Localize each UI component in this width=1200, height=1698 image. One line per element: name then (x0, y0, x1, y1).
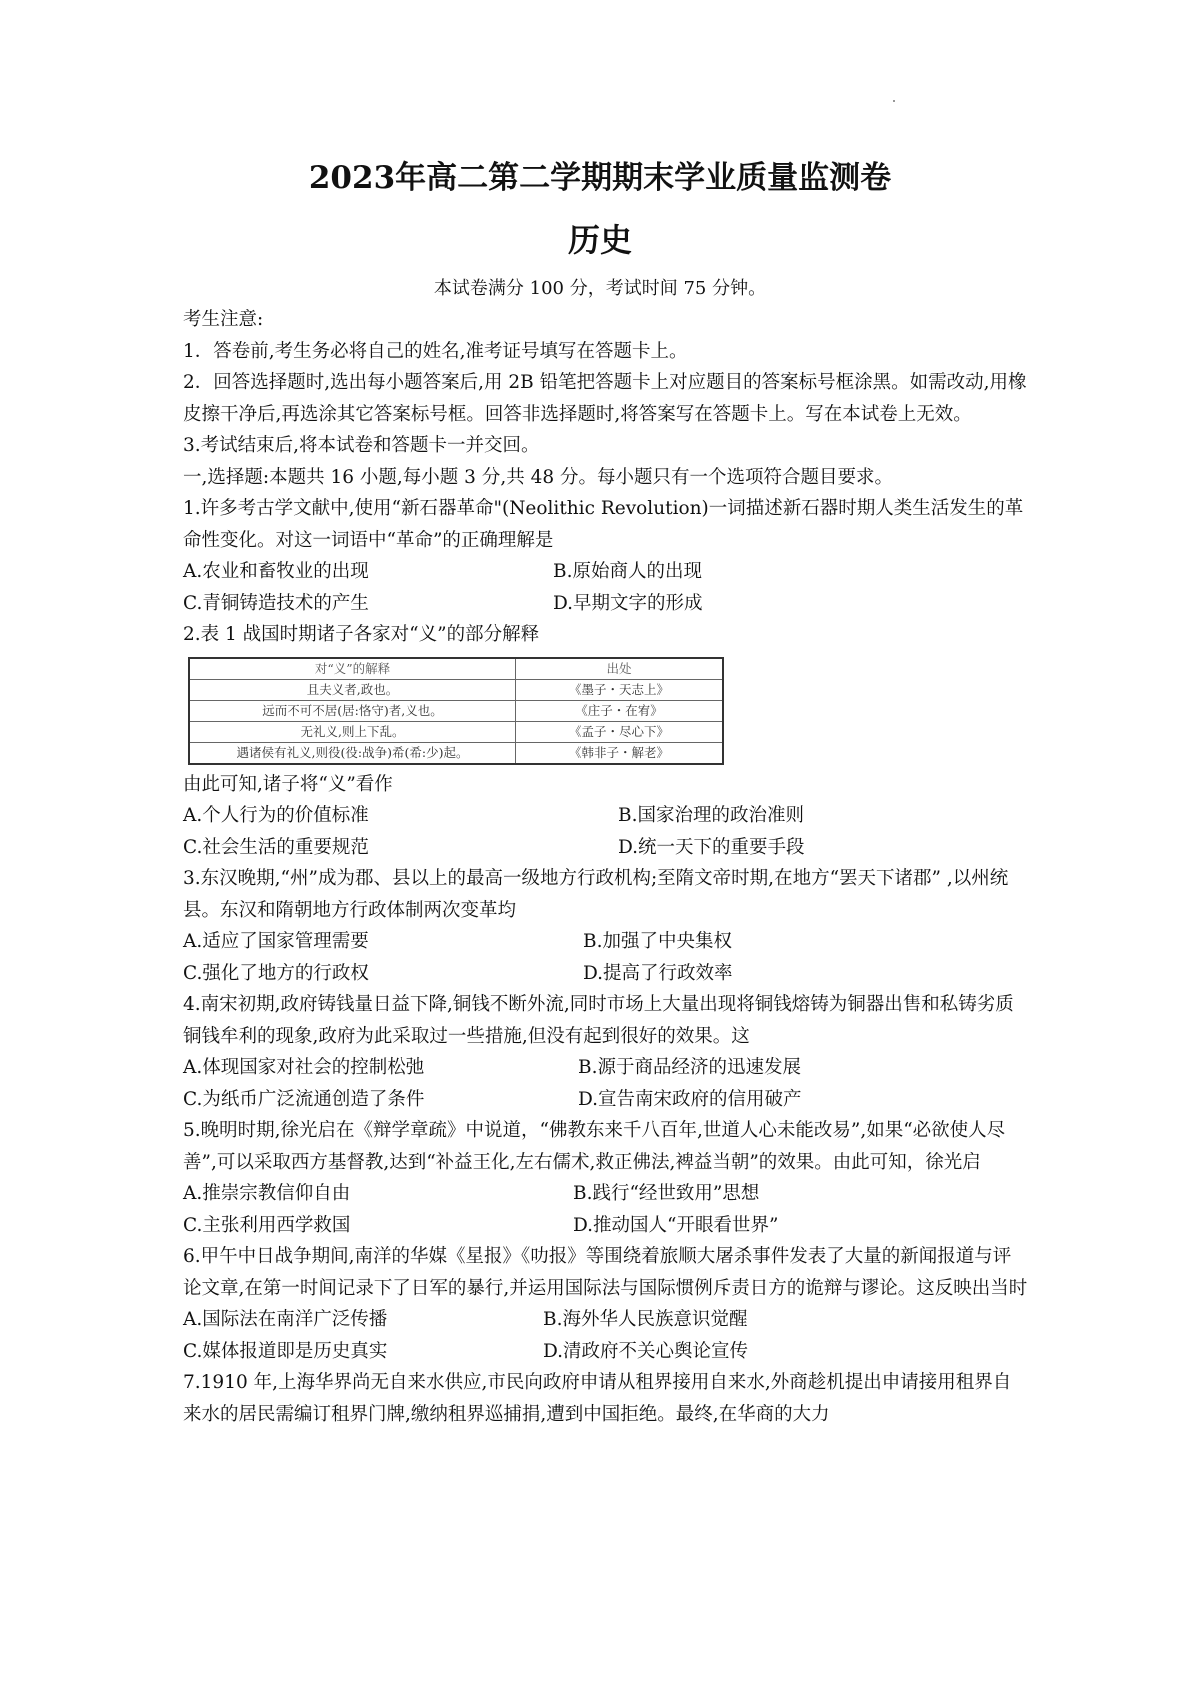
table-row (189, 679, 723, 700)
exam-title: 2023年高二第二学期期末学业质量监测卷 (308, 160, 892, 196)
option-d: D.提高了行政效率 (583, 962, 733, 984)
instructions-heading: 考生注意: (183, 309, 264, 330)
table-cell: 《墨子・天志上》 (516, 679, 724, 700)
subject-title: 历史 (567, 221, 632, 259)
option-d: D.宣告南宋政府的信用破产 (578, 1088, 802, 1110)
option-d: D.推动国人“开眼看世界” (573, 1214, 779, 1236)
option-row (183, 958, 1028, 990)
instruction-item: 3.考试结束后,将本试卷和答题卡一并交回。 (183, 435, 540, 456)
option-c: C.媒体报道即是历史真实 (183, 1340, 388, 1362)
table-row (189, 700, 723, 721)
option-row (183, 1210, 1028, 1242)
table-cell: 且夫义者,政也。 (189, 679, 516, 700)
table-cell: 《韩非子・解老》 (516, 742, 724, 764)
question-stem: 1.许多考古学文献中,使用“新石器革命"(Neolithic Revolution)一词描述新石器时期人类生活发生的革命性变化。对这一词语中“革命”的正确理解是 (183, 498, 1024, 551)
question-stem: 4.南宋初期,政府铸钱量日益下降,铜钱不断外流,同时市场上大量出现将铜钱熔铸为铜器出售和私铸劣质铜钱牟利的现象,政府为此采取过一些措施,但没有起到很好的效果。这 (183, 994, 1014, 1047)
option-d: D.清政府不关心舆论宣传 (543, 1340, 749, 1362)
instruction-item: 1．答卷前,考生务必将自己的姓名,准考证号填写在答题卡上。 (183, 340, 688, 362)
option-row (183, 1052, 1028, 1084)
question-stem: 5.晚明时期,徐光启在《辩学章疏》中说道，“佛教东来千八百年,世道人心未能改易”,如果“必欲使人尽善”,可以采取西方基督教,达到“补益王化,左右儒术,救正佛法,裨益当朝”的效果。由此可知，徐光启 (183, 1120, 1006, 1173)
option-c: C.为纸币广泛流通创造了条件 (183, 1088, 425, 1110)
option-d: D.早期文字的形成 (553, 592, 703, 614)
option-row (183, 1178, 1028, 1210)
table-cell: 《庄子・在宥》 (516, 700, 724, 721)
exam-content (183, 304, 1028, 1430)
table-header-row (189, 658, 723, 680)
option-a: A.农业和畜牧业的出现 (183, 561, 369, 582)
table-cell: 遇诸侯有礼义,则役(役:战争)希(希:少)起。 (189, 742, 516, 764)
option-c: C.青铜铸造技术的产生 (183, 592, 369, 614)
option-a: A.个人行为的价值标准 (183, 805, 369, 826)
table-row (189, 742, 723, 764)
option-row (183, 588, 1028, 620)
option-row (183, 926, 1028, 958)
option-c: C.强化了地方的行政权 (183, 962, 369, 984)
yi-interpretation-table (188, 657, 724, 765)
option-b: B.源于商品经济的迅速发展 (578, 1057, 801, 1078)
option-a: A.体现国家对社会的控制松弛 (183, 1057, 425, 1078)
table-cell: 远而不可不居(居:恪守)者,义也。 (189, 700, 516, 721)
option-b: B.加强了中央集权 (583, 931, 732, 952)
table-cell: 《孟子・尽心下》 (516, 721, 724, 742)
question-followup: 由此可知,诸子将“义”看作 (183, 773, 393, 795)
option-a: A.适应了国家管理需要 (183, 931, 369, 952)
option-row (183, 556, 1028, 588)
option-a: A.推崇宗教信仰自由 (183, 1183, 351, 1204)
option-b: B.国家治理的政治准则 (618, 805, 804, 826)
option-b: B.践行“经世致用”思想 (573, 1183, 760, 1204)
option-row (183, 1336, 1028, 1368)
option-b: B.海外华人民族意识觉醒 (543, 1309, 748, 1330)
option-c: C.社会生活的重要规范 (183, 836, 369, 858)
question-stem: 3.东汉晚期,“州”成为郡、县以上的最高一级地方行政机构;至隋文帝时期,在地方“罢天下诸郡” ,以州统县。东汉和隋朝地方行政体制两次变革均 (183, 868, 1009, 921)
option-d: D.统一天下的重要手段 (618, 836, 805, 858)
table-cell: 无礼义,则上下乱。 (189, 721, 516, 742)
scan-speck (893, 100, 895, 102)
option-a: A.国际法在南洋广泛传播 (183, 1309, 388, 1330)
table-header-cell: 对“义”的解释 (189, 658, 516, 680)
question-stem: 6.甲午中日战争期间,南洋的华媒《星报》《叻报》等围绕着旅顺大屠杀事件发表了大量的新闻报道与评论文章,在第一时间记录下了日军的暴行,并运用国际法与国际惯例斥责日方的诡辩与谬论。这反映出当时 (183, 1246, 1028, 1299)
question-stem: 2.表 1 战国时期诸子各家对“义”的部分解释 (183, 624, 540, 645)
option-row (183, 1304, 1028, 1336)
option-row (183, 800, 1028, 832)
option-row (183, 832, 1028, 864)
question-stem: 7.1910 年,上海华界尚无自来水供应,市民向政府申请从租界接用自来水,外商趁机提出申请接用租界自来水的居民需编订租界门牌,缴纳租界巡捕捐,遭到中国拒绝。最终,在华商的大力 (183, 1372, 1012, 1425)
option-c: C.主张利用西学救国 (183, 1214, 351, 1236)
section-heading: 一,选择题:本题共 16 小题,每小题 3 分,共 48 分。每小题只有一个选项符合题目要求。 (183, 466, 894, 488)
option-b: B.原始商人的出现 (553, 561, 702, 582)
option-row (183, 1084, 1028, 1116)
exam-note: 本试卷满分 100 分，考试时间 75 分钟。 (433, 278, 767, 299)
table-header-cell: 出处 (516, 658, 724, 680)
instruction-item: 2．回答选择题时,选出每小题答案后,用 2B 铅笔把答题卡上对应题目的答案标号框涂黑。如需改动,用橡皮擦干净后,再选涂其它答案标号框。回答非选择题时,将答案写在答题卡上。写在本试卷上无效。 (183, 372, 1027, 425)
table-row (189, 721, 723, 742)
